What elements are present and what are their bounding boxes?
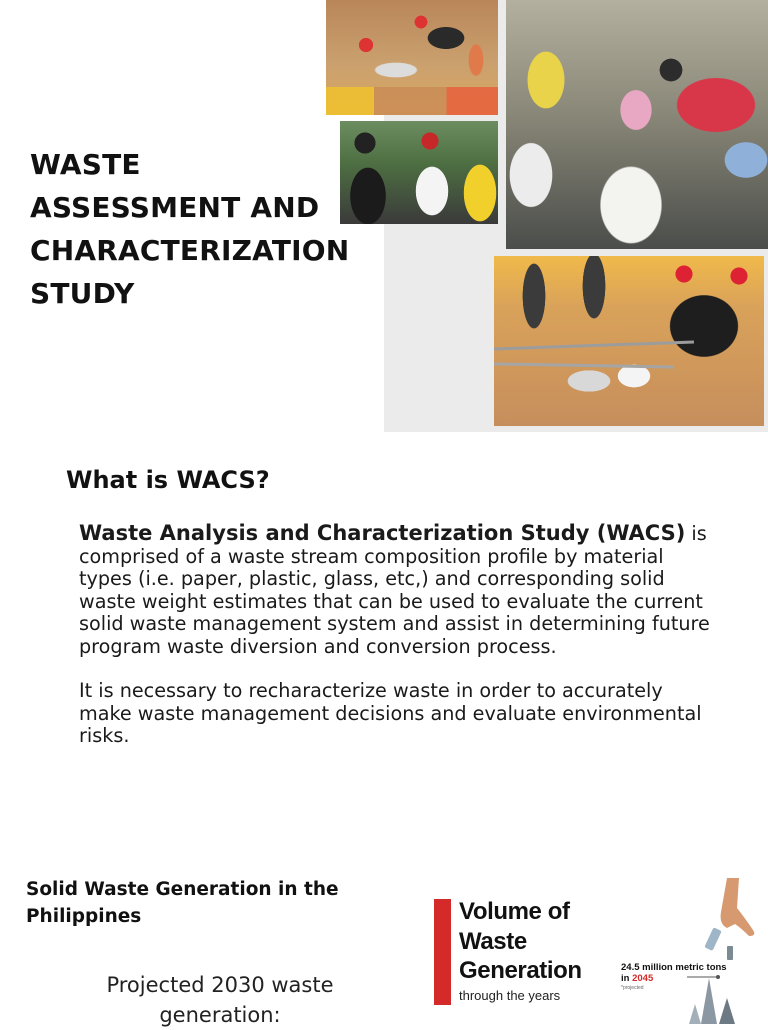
- infographic-title-line-1: Volume of: [459, 898, 570, 925]
- wacs-heading: What is WACS?: [66, 466, 270, 494]
- document-title: [30, 143, 370, 315]
- wacs-paragraph-1-text: is comprised of a waste stream composition profile by material types (i.e. paper, plastic, glass, etc,) and corresponding solid waste weight estimates that can be used to evaluate the current solid waste management system and assist in determining future program waste diversion and conversion process.: [79, 522, 710, 658]
- projected-generation-text: Projected 2030 waste generation:: [106, 973, 334, 1027]
- waste-volume-infographic: [432, 878, 768, 1024]
- infographic-stat-year: 2045: [632, 973, 654, 984]
- infographic-subtitle: through the years: [459, 988, 561, 1003]
- photo-woman-sorting-waste: [506, 0, 768, 249]
- title-line-2: ASSESSMENT AND: [30, 191, 320, 224]
- title-line-1: WASTE: [30, 148, 141, 181]
- title-line-3: CHARACTERIZATION: [30, 234, 350, 267]
- photo-waste-sorting-on-tarp: [326, 0, 498, 115]
- waste-generation-heading: Solid Waste Generation in the Philippines: [26, 879, 339, 927]
- infographic-title-line-2: Waste: [459, 927, 527, 955]
- wacs-paragraph-2: It is necessary to recharacterize waste in order to accurately make waste management decisions and evaluate environmental risks.: [79, 679, 702, 747]
- infographic-title-line-3: Generation: [459, 957, 582, 984]
- infographic-accent-bar: [434, 899, 451, 1005]
- wacs-paragraph-1: [79, 522, 719, 658]
- wacs-description: [79, 522, 719, 748]
- photo-team-with-masks: [340, 121, 498, 224]
- photo-tongs-picking-waste: [494, 256, 764, 426]
- infographic-title: [459, 897, 582, 986]
- infographic-stat-text: 24.5 million metric tons in: [621, 962, 727, 984]
- wacs-lead-term: Waste Analysis and Characterization Study (WACS): [79, 521, 686, 545]
- hand-dropping-waste-illustration: [687, 878, 767, 1024]
- infographic-note: *projected: [621, 985, 644, 991]
- title-line-4: STUDY: [30, 277, 135, 310]
